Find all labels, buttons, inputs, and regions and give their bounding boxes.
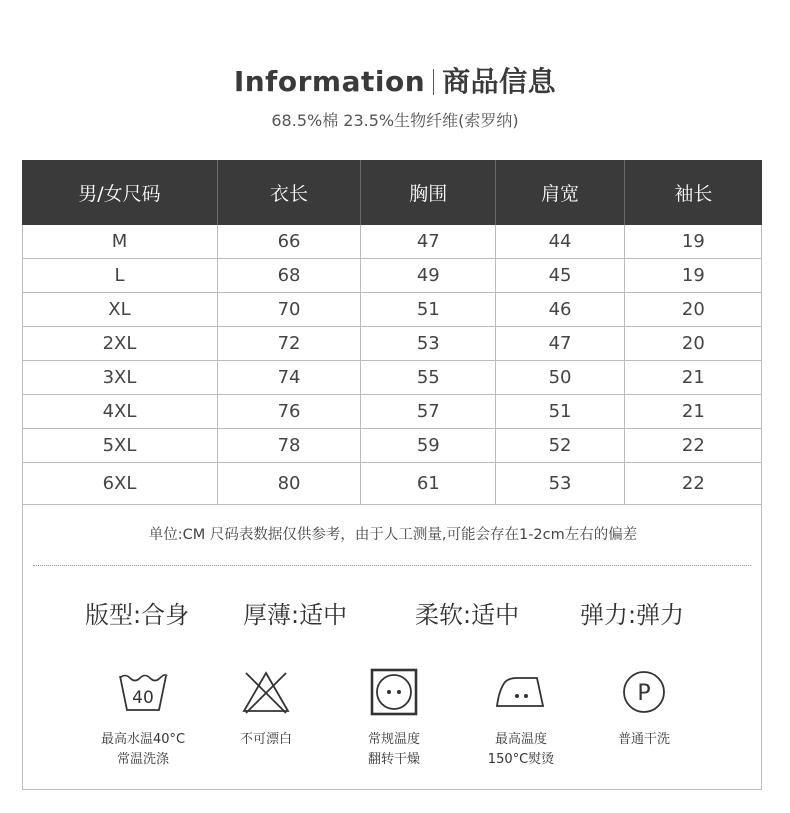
measurement-note: 单位:CM 尺码表数据仅供参考，由于人工测量,可能会存在1-2cm左右的偏差 [148,527,638,543]
table-cell: 21 [624,361,762,395]
info-card [22,160,762,790]
fabric-attributes [23,595,763,635]
table-cell: 50 [496,361,624,395]
care-label-line2: 翻转干燥 [367,752,420,767]
table-cell: 46 [496,293,624,327]
tumble-dry-icon [334,666,454,718]
table-cell: 19 [624,225,762,259]
column-header-size: 男/女尺码 [22,160,217,225]
table-cell: 22 [624,463,762,505]
attribute-fit: 版型:合身 [85,601,190,629]
table-cell: 5XL [22,429,217,463]
care-item-iron [461,666,581,770]
table-cell: 59 [361,429,496,463]
table-cell: 22 [624,429,762,463]
care-label-line1: 常规温度 [367,732,420,747]
table-cell: 55 [361,361,496,395]
table-cell: 57 [361,395,496,429]
table-cell: 49 [361,259,496,293]
table-cell: 72 [217,327,360,361]
table-cell: 51 [496,395,624,429]
column-header-length: 衣长 [217,160,360,225]
attribute-thickness: 厚薄:适中 [243,601,348,629]
table-header-row [22,160,762,225]
material-composition: 68.5%棉 23.5%生物纤维(索罗纳) [271,111,519,130]
table-cell: 52 [496,429,624,463]
table-cell: M [22,225,217,259]
dotted-divider [33,565,751,566]
care-item-wash [83,666,203,770]
care-item-dry [334,666,454,770]
table-cell: 61 [361,463,496,505]
table-cell: 20 [624,327,762,361]
column-header-chest: 胸围 [361,160,496,225]
title-separator [433,69,434,95]
column-header-sleeve: 袖长 [624,160,762,225]
table-cell: 4XL [22,395,217,429]
wash-temp-glyph: 40 [132,688,154,708]
table-cell: 70 [217,293,360,327]
care-label-line2: 常温洗涤 [116,752,169,767]
attribute-elasticity: 弹力:弹力 [580,601,685,629]
column-header-shoulder: 肩宽 [496,160,624,225]
table-cell: 76 [217,395,360,429]
care-label-line1: 不可漂白 [239,732,292,747]
table-cell: XL [22,293,217,327]
table-cell: 47 [361,225,496,259]
care-label-line1: 最高温度 [494,732,547,747]
table-cell: 51 [361,293,496,327]
table-cell: 78 [217,429,360,463]
table-row [22,225,762,259]
iron-icon [461,666,581,718]
table-row [22,293,762,327]
title-en: Information [233,65,426,98]
table-cell: 2XL [22,327,217,361]
table-row [22,429,762,463]
title-cn: 商品信息 [442,65,557,98]
table-row [22,259,762,293]
care-item-bleach [206,666,326,750]
table-cell: 19 [624,259,762,293]
table-row [22,395,762,429]
table-cell: 68 [217,259,360,293]
table-cell: 74 [217,361,360,395]
table-cell: 53 [361,327,496,361]
care-label-line1: 最高水温40°C [100,732,186,747]
table-cell: 66 [217,225,360,259]
care-label-line1: 普通干洗 [617,732,670,747]
care-label-line2: 150°C熨烫 [487,752,555,767]
table-cell: 45 [496,259,624,293]
table-row [22,327,762,361]
page-header [0,62,790,131]
table-cell: 21 [624,395,762,429]
size-table [22,160,762,505]
attribute-softness: 柔软:适中 [415,601,520,629]
table-cell: 80 [217,463,360,505]
care-item-dryclean [584,666,704,750]
table-cell: 3XL [22,361,217,395]
dry-clean-glyph: P [637,681,651,706]
table-cell: 47 [496,327,624,361]
wash-40-icon [83,666,203,718]
table-cell: 6XL [22,463,217,505]
table-row [22,463,762,505]
page-title [0,62,790,102]
no-bleach-icon [206,666,326,718]
table-cell: L [22,259,217,293]
dry-clean-p-icon [584,666,704,718]
table-cell: 53 [496,463,624,505]
table-cell: 20 [624,293,762,327]
table-row [22,361,762,395]
table-cell: 44 [496,225,624,259]
